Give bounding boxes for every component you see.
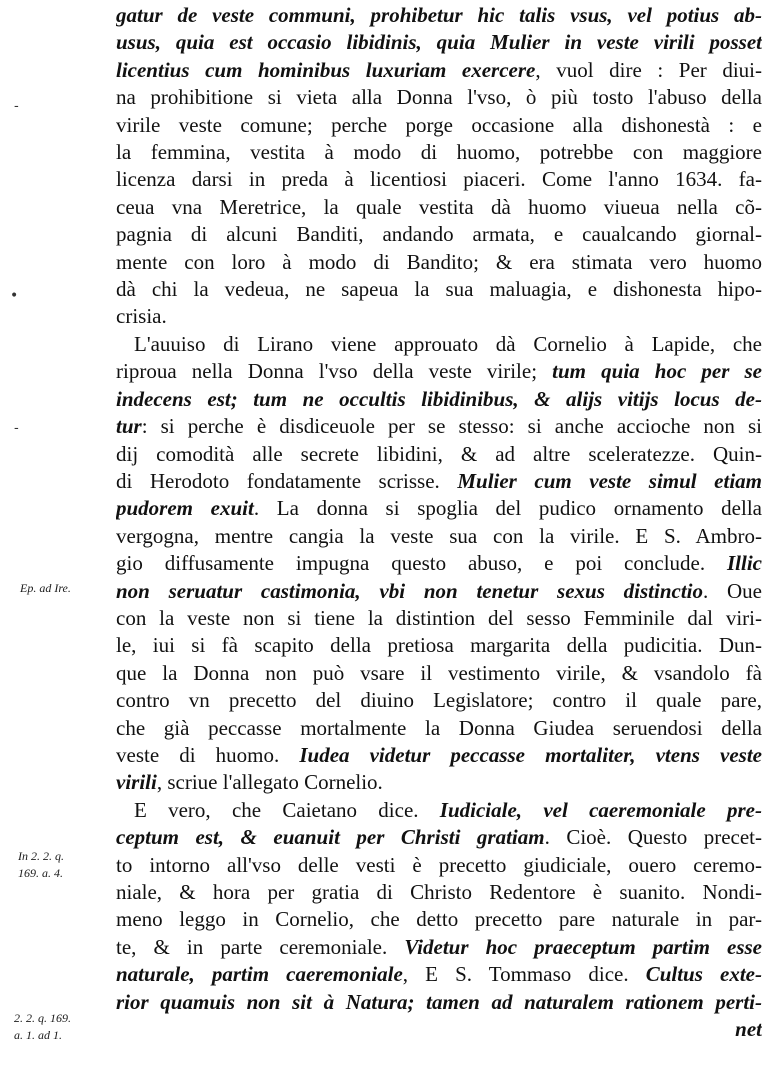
italian-text: virile veste comune; perche porge occasione alla dishonestà : e bbox=[116, 112, 762, 137]
margin-mark: • bbox=[10, 288, 19, 304]
latin-quotation: naturale, partim caeremoniale bbox=[116, 962, 403, 987]
latin-quotation: indecens est; tum ne occultis libidinibus, & alijs vitijs locus de- bbox=[116, 386, 762, 411]
text-line bbox=[116, 2, 762, 29]
italian-text: contro vn precetto del diuino Legislatore; contro il quale pare, bbox=[116, 688, 762, 713]
italian-text: E vero, che Caietano dice. bbox=[134, 797, 440, 822]
text-line bbox=[116, 249, 762, 276]
italian-text: , scriue l'allegato Cornelio. bbox=[156, 770, 383, 795]
latin-quotation: virili bbox=[116, 770, 157, 795]
text-line bbox=[116, 386, 762, 413]
latin-quotation: Illic bbox=[727, 551, 762, 576]
italian-text: que la Donna non può vsare il vestimento virile, & vsandolo fà bbox=[116, 660, 762, 685]
text-line bbox=[116, 605, 762, 632]
italian-text: gio diffusamente impugna questo abuso, e poi conclude. bbox=[116, 551, 727, 576]
latin-quotation: tum quia hoc per se bbox=[552, 359, 762, 384]
margin-note bbox=[14, 1010, 126, 1044]
margin-mark: - bbox=[14, 420, 19, 436]
text-line bbox=[116, 358, 762, 385]
latin-quotation: pudorem exuit bbox=[116, 496, 254, 521]
text-line bbox=[116, 715, 762, 742]
italian-text: licenza darsi in preda à licentiosi piaceri. Come l'anno 1634. fa- bbox=[116, 167, 762, 192]
italian-text: che già peccasse mortalmente la Donna Giudea seruendosi della bbox=[116, 715, 762, 740]
italian-text: riproua nella Donna l'vso della veste virile; bbox=[116, 359, 553, 384]
italian-text: . La donna si spoglia del pudico ornamento della bbox=[253, 496, 762, 521]
italian-text: di Herodoto fondatamente scrisse. bbox=[116, 468, 458, 493]
latin-quotation: licentius cum hominibus luxuriam exercere bbox=[116, 57, 536, 82]
text-line bbox=[116, 742, 762, 769]
text-line bbox=[116, 687, 762, 714]
italian-text: . Oue bbox=[703, 578, 762, 603]
text-line bbox=[116, 961, 762, 988]
text-line bbox=[116, 879, 762, 906]
latin-quotation: tur bbox=[116, 414, 142, 439]
text-line bbox=[116, 550, 762, 577]
latin-quotation: Videtur hoc praeceptum partim esse bbox=[404, 934, 762, 959]
margin-note-text: 2. 2. q. 169. bbox=[14, 1011, 71, 1025]
italian-text: , E S. Tommaso dice. bbox=[402, 962, 646, 987]
text-line bbox=[116, 441, 762, 468]
italian-text: te, & in parte ceremoniale. bbox=[116, 934, 405, 959]
italian-text: le, iui si fà scapito della pretiosa margarita della pudicitia. Dun- bbox=[116, 633, 762, 658]
italian-text: la femmina, vestita à modo di huomo, potrebbe con maggiore bbox=[116, 140, 762, 165]
text-line bbox=[116, 413, 762, 440]
text-line bbox=[116, 852, 762, 879]
latin-quotation: rior quamuis non sit à Natura; tamen ad naturalem rationem perti- bbox=[116, 989, 762, 1014]
text-line bbox=[116, 1016, 762, 1043]
italian-text: veste di huomo. bbox=[116, 742, 300, 767]
text-line bbox=[116, 797, 762, 824]
text-line bbox=[116, 139, 762, 166]
margin-note-text: 169. a. 4. bbox=[18, 866, 63, 880]
text-line bbox=[116, 660, 762, 687]
latin-quotation: gatur de veste communi, prohibetur hic talis vsus, vel potius ab- bbox=[116, 3, 762, 27]
text-line bbox=[116, 495, 762, 522]
italian-text: L'auuiso di Lirano viene approuato dà Cornelio à Lapide, che bbox=[134, 331, 762, 356]
margin-mark: - bbox=[14, 98, 19, 114]
text-line bbox=[116, 221, 762, 248]
italian-text: : si perche è disdiceuole per se stesso: si anche accioche non si bbox=[141, 414, 762, 439]
italian-text: con la veste non si tiene la distintion del sesso Femminile dal viri- bbox=[116, 605, 762, 630]
text-line bbox=[116, 303, 762, 330]
latin-quotation: Iudiciale, vel caeremoniale pre- bbox=[439, 797, 762, 822]
latin-quotation: Mulier cum veste simul etiam bbox=[457, 468, 762, 493]
text-line bbox=[116, 194, 762, 221]
text-line bbox=[116, 84, 762, 111]
italian-text: crisia. bbox=[116, 304, 167, 329]
latin-quotation: net bbox=[735, 1017, 762, 1042]
margin-note-text: In 2. 2. q. bbox=[18, 849, 64, 863]
text-line bbox=[116, 276, 762, 303]
text-line bbox=[116, 578, 762, 605]
latin-quotation: usus, quia est occasio libidinis, quia Mulier in veste virili posset bbox=[116, 30, 762, 55]
margin-note-text: a. 1. ad 1. bbox=[14, 1028, 62, 1042]
text-line bbox=[116, 632, 762, 659]
italian-text: vergogna, mentre cangia la veste sua con la virile. E S. Ambro- bbox=[116, 523, 762, 548]
italian-text: dij comodità alle secrete libidini, & ad altre sceleratezze. Quin- bbox=[116, 441, 762, 466]
margin-note-text: Ep. ad Ire. bbox=[20, 581, 71, 595]
text-line bbox=[116, 769, 762, 796]
text-line bbox=[116, 934, 762, 961]
italian-text: mente con loro à modo di Bandito; & era stimata vero huomo bbox=[116, 249, 762, 274]
text-line bbox=[116, 57, 762, 84]
italian-text: ceua vna Meretrice, la quale vestita dà huomo viueua nella cõ- bbox=[116, 194, 762, 219]
text-line bbox=[116, 523, 762, 550]
italian-text: pagnia di alcuni Banditi, andando armata, e caualcando giornal- bbox=[116, 222, 762, 247]
italian-text: dà chi la vedeua, ne sapeua la sua maluagia, e dishonesta hipo- bbox=[116, 277, 762, 302]
text-line bbox=[116, 166, 762, 193]
italian-text: . Cioè. Questo precet- bbox=[544, 825, 762, 850]
text-line bbox=[116, 989, 762, 1016]
text-line bbox=[116, 468, 762, 495]
text-line bbox=[116, 29, 762, 56]
italian-text: niale, & hora per gratia di Christo Redentore è suanito. Nondi- bbox=[116, 880, 762, 904]
text-line bbox=[116, 824, 762, 851]
text-line bbox=[116, 331, 762, 358]
latin-quotation: Cultus exte- bbox=[645, 962, 762, 987]
italian-text: to intorno all'vso delle vesti è precetto giudiciale, ouero ceremo- bbox=[116, 852, 762, 877]
latin-quotation: Iudea videtur peccasse mortaliter, vtens veste bbox=[299, 742, 762, 767]
text-line bbox=[116, 112, 762, 139]
italian-text: na prohibitione si vieta alla Donna l'vso, ò più tosto l'abuso della bbox=[116, 85, 762, 110]
latin-quotation: ceptum est, & euanuit per Christi gratiam bbox=[116, 825, 545, 850]
body-text bbox=[116, 2, 762, 1043]
latin-quotation: non seruatur castimonia, vbi non tenetur sexus distinctio bbox=[116, 578, 703, 603]
italian-text: meno leggo in Cornelio, che detto precetto pare naturale in par- bbox=[116, 907, 762, 932]
margin-note bbox=[18, 848, 130, 882]
text-line bbox=[116, 906, 762, 933]
italian-text: , vuol dire : Per diui- bbox=[535, 57, 762, 82]
